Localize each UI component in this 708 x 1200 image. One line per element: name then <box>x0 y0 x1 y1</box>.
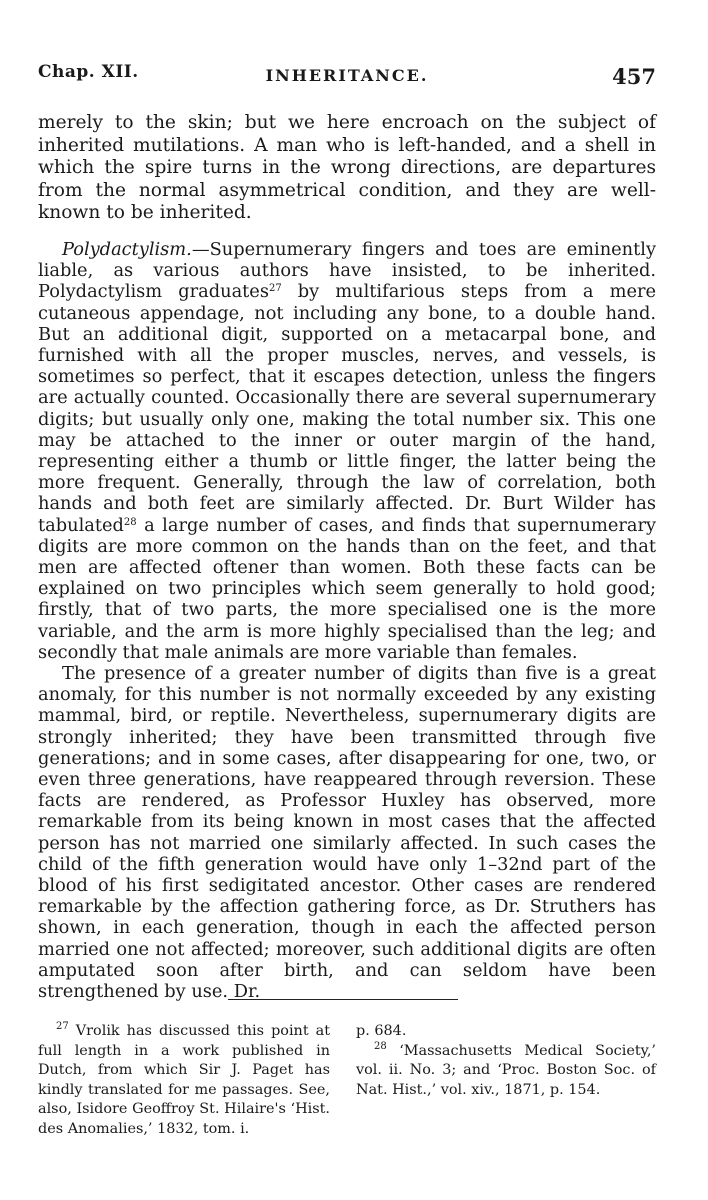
footnote-ref-27[interactable]: 27 <box>268 283 282 295</box>
chapter-label: Chap. XII. <box>38 62 139 82</box>
paragraph-text: —Supernumerary fingers and toes are eminently liable, as various authors have insisted, to be inherited. Polydactylism graduates <box>38 238 656 303</box>
footnote-ref-28[interactable]: 28 <box>123 516 137 528</box>
paragraph-anomaly: The presence of a greater number of digits than five is a great anomaly, for this number is not normally exceeded by any existing mammal, bird, or reptile. Nevertheless, supernumerary digits are strongly inherited; they have been transmitted through five generations; and in some cases, after disappearing for one, two, or even three generations, have reappeared through reversion. These facts are rendered, as Professor Huxley has observed, more remarkable from its being known in most cases that the affected person has not married one similarly affected. In such cases the child of the fifth generation would have only 1–32nd part of the blood of his first sedigitated ancestor. Other cases are rendered remarkable by the affection gathering force, as Dr. Struthers has shown, in each generation, though in each the affected person married one not affected; moreover, such additional digits are often amputated soon after birth, and can seldom have been strengthened by use. Dr. <box>38 663 656 1003</box>
footnote-mark-28: 28 <box>374 1040 387 1052</box>
section-heading: Polydactylism. <box>62 238 192 260</box>
footnote-mark-27: 27 <box>56 1021 69 1032</box>
footnote-divider <box>228 999 458 1000</box>
running-header <box>38 62 656 92</box>
footnote-27-text: Vrolik has discussed this point at full length in a work published in Dutch, from which Sir J. Paget has kindly translated for me passages. See, also, Isidore Geoffroy St. Hilaire's ‘Hist. des Anomalies,’ 1832, tom. i. <box>38 1023 331 1137</box>
footnote-28-text: ‘Massachusetts Medical Society,’ vol. ii. No. 3; and ‘Proc. Boston Soc. of Nat. Hist.,’ vol. xiv., 1871, p. 154. <box>356 1042 657 1098</box>
footnote-27-continuation: p. 684. <box>356 1023 407 1039</box>
footnote-27 <box>38 1022 330 1140</box>
main-text <box>38 112 656 1002</box>
paragraph-text: by multifarious steps from a mere cutaneous appendage, not including any bone, to a double hand. But an additional digit, supported on a metacarpal bone, and furnished with all the proper muscles, nerves, and vessels, is sometimes so perfect, that it escapes detection, unless the fingers are actually counted. Occasionally there are several supernumerary digits; but usually only one, making the total number six. This one may be attached to the inner or outer margin of the hand, representing either a thumb or little finger, the latter being the more frequent. Generally, through the law of correlation, both hands and both feet are similarly affected. Dr. Burt Wilder has tabulated <box>38 281 657 536</box>
paragraph-text: a large number of cases, and finds that supernumerary digits are more common on the hands than on the feet, and that men are affected oftener than women. Both these facts can be explained on two principles which seem generally to hold good; firstly, that of two parts, the more specialised one is the more variable, and the arm is more highly specialised than the leg; and secondly that male animals are more variable than females. <box>38 514 656 663</box>
footnote-28 <box>356 1042 656 1101</box>
page-number: 457 <box>612 64 656 89</box>
footnote-column-left <box>38 1022 330 1140</box>
paragraph-continuation: merely to the skin; but we here encroach on the subject of inherited mutilations. A man who is left-handed, and a shell in which the spire turns in the wrong directions, are departures from the normal asymmetrical condition, and they are well-known to be inherited. <box>38 112 656 224</box>
paragraph-polydactylism <box>38 239 656 663</box>
footnote-column-right <box>356 1022 656 1100</box>
running-title: INHERITANCE. <box>265 66 429 85</box>
